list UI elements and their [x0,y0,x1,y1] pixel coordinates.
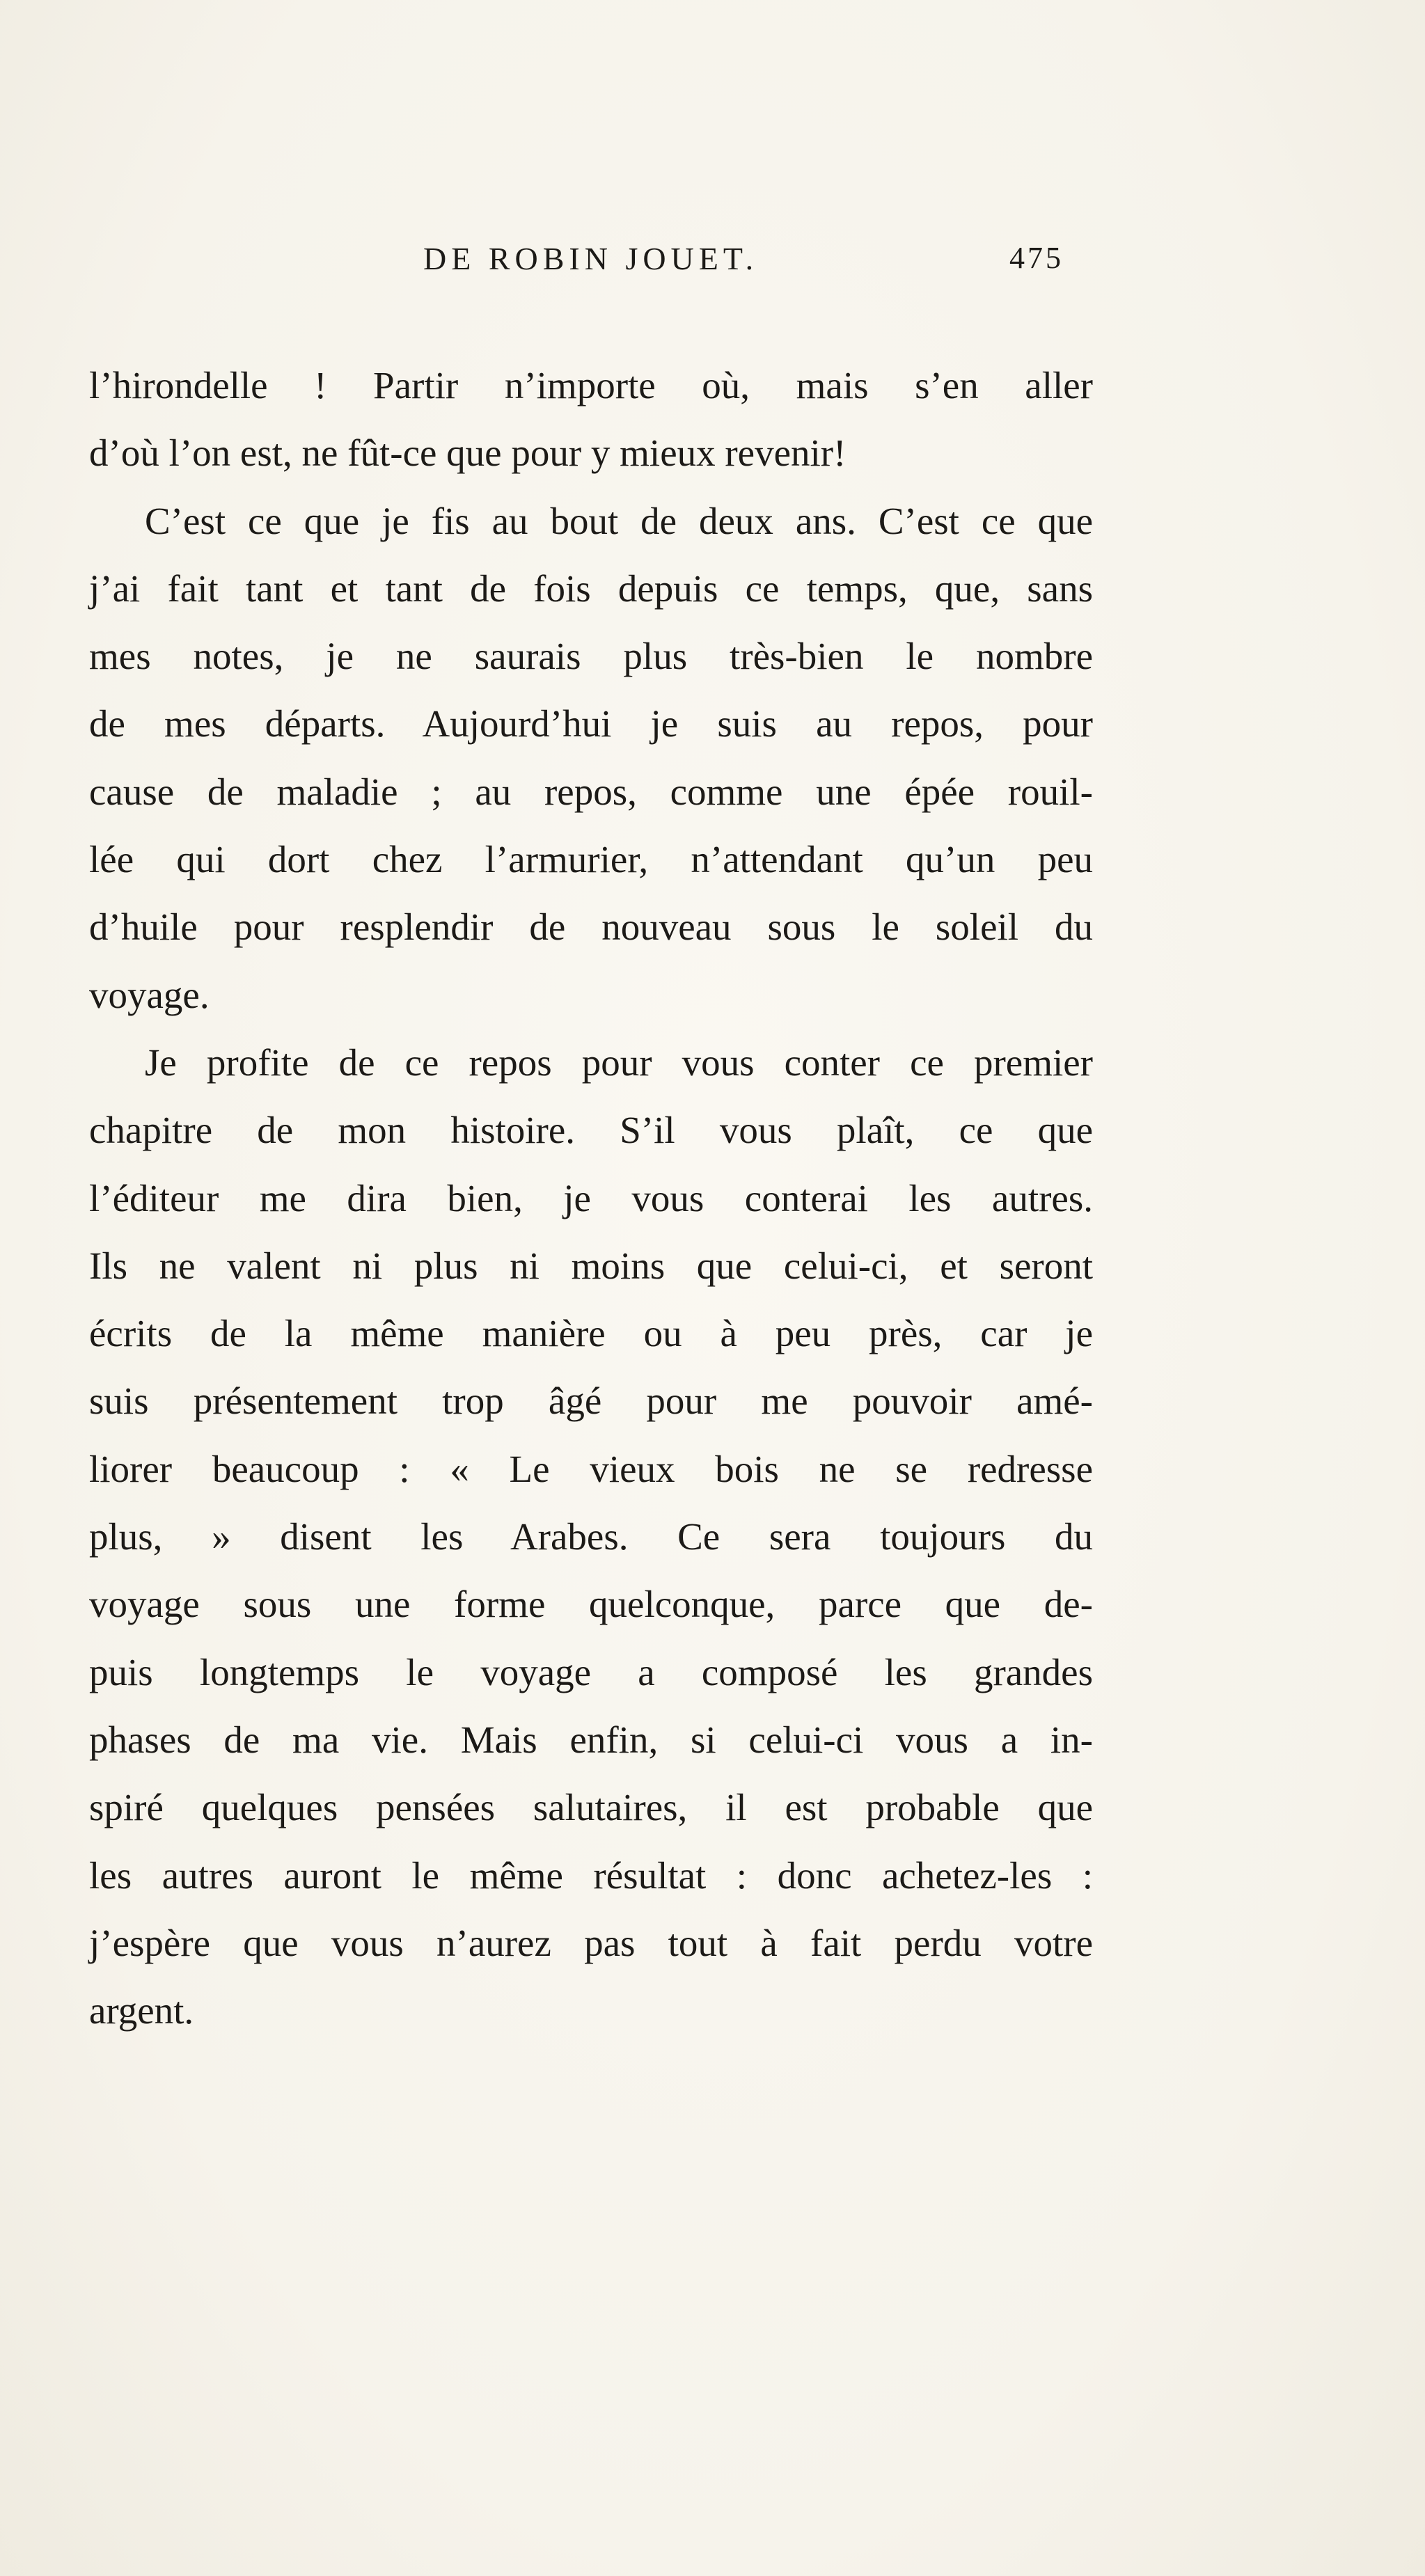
text-line: j’ai fait tant et tant de fois depuis ce temps, que, sans [89,567,1093,610]
text-line: j’espère que vous n’aurez pas tout à fait perdu votre [89,1921,1093,1964]
text-line: l’hirondelle ! Partir n’importe où, mais s’en aller [89,364,1093,406]
text-line: cause de maladie ; au repos, comme une épée rouil- [89,770,1093,813]
text-line: lée qui dort chez l’armurier, n’attendant qu’un peu [89,838,1093,881]
text-line: plus, » disent les Arabes. Ce sera toujours du [89,1515,1093,1558]
text-line: voyage. [89,973,210,1016]
text-line: voyage sous une forme quelconque, parce que de- [89,1583,1093,1626]
page-number: 475 [1009,241,1064,275]
text-line: écrits de la même manière ou à peu près, car je [89,1312,1093,1355]
text-line: l’éditeur me dira bien, je vous conterai les autres. [89,1176,1093,1219]
text-line: suis présentement trop âgé pour me pouvoir amé- [89,1380,1093,1423]
text-line: d’huile pour resplendir de nouveau sous le soleil du [89,906,1093,949]
text-body [89,351,1093,2044]
text-line: phases de ma vie. Mais enfin, si celui-ci vous a in- [89,1718,1093,1761]
text-line: de mes départs. Aujourd’hui je suis au repos, pour [89,702,1093,745]
text-line: spiré quelques pensées salutaires, il est probable que [89,1786,1093,1829]
running-title: DE ROBIN JOUET. [423,241,759,276]
text-line: les autres auront le même résultat : donc achetez-les : [89,1854,1093,1897]
text-line: puis longtemps le voyage a composé les grandes [89,1650,1093,1693]
text-line: chapitre de mon histoire. S’il vous plaît, ce que [89,1109,1093,1152]
running-head [89,240,1064,289]
text-line: Ils ne valent ni plus ni moins que celui-ci, et seront [89,1244,1093,1287]
text-line: argent. [89,1989,194,2032]
text-line: Je profite de ce repos pour vous conter ce premier [145,1041,1093,1084]
text-line: liorer beaucoup : « Le vieux bois ne se redresse [89,1447,1093,1490]
text-line: C’est ce que je fis au bout de deux ans. C’est ce que [145,499,1093,542]
text-line: d’où l’on est, ne fût-ce que pour y mieux revenir! [89,432,847,475]
text-line: mes notes, je ne saurais plus très-bien le nombre [89,635,1093,678]
